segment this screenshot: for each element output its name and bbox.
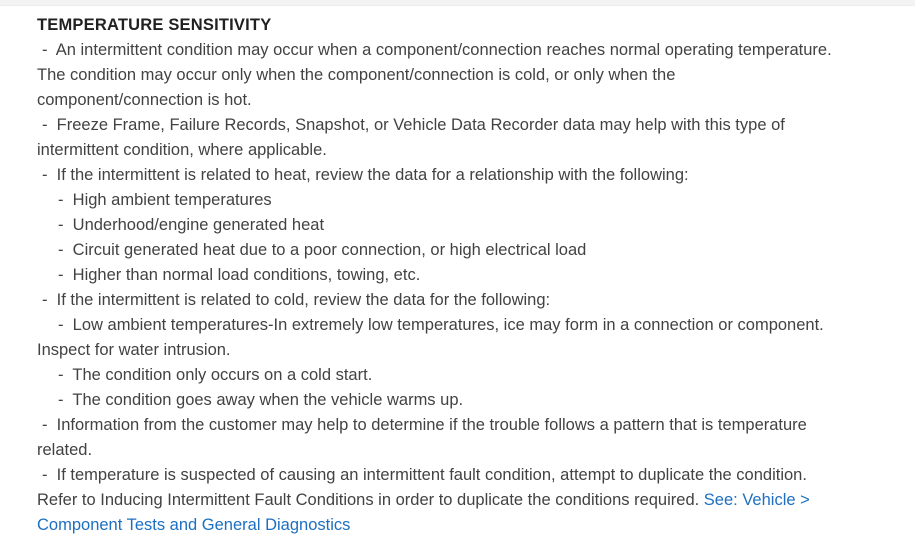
bullet-duplicate-condition-text: - If temperature is suspected of causing an intermittent fault condition, attempt to duplicate the condition. Refer to Inducing Intermittent Fault Conditions in order to duplicate the conditions required. — [37, 466, 812, 509]
component-tests-link[interactable]: See: Vehicle > Component Tests and General Diagnostics — [37, 491, 815, 534]
document-content — [0, 6, 837, 538]
bullet-related-to-heat: - If the intermittent is related to heat, review the data for a relationship with the following: — [42, 166, 689, 184]
bullet-customer-information: - Information from the customer may help to determine if the trouble follows a pattern that is temperature related. — [37, 416, 812, 459]
bullet-intermittent-condition: - An intermittent condition may occur when a component/connection reaches normal operating temperature. The condition may occur only when the component/connection is cold, or only when the component/connection is hot. — [37, 41, 836, 109]
bullet-vehicle-warms-up: - The condition goes away when the vehicle warms up. — [58, 391, 464, 409]
bullet-freeze-frame-data: - Freeze Frame, Failure Records, Snapshot, or Vehicle Data Recorder data may help with this type of intermittent condition, where applicable. — [37, 116, 790, 159]
bullet-low-ambient-temperatures: - Low ambient temperatures-In extremely low temperatures, ice may form in a connection or component. Inspect for water intrusion. — [37, 316, 829, 359]
bullet-cold-start: - The condition only occurs on a cold start. — [58, 366, 373, 384]
bullet-duplicate-condition — [37, 463, 837, 538]
bullet-underhood-engine-heat: - Underhood/engine generated heat — [58, 216, 325, 234]
section-title: TEMPERATURE SENSITIVITY — [37, 16, 272, 34]
bullet-circuit-generated-heat: - Circuit generated heat due to a poor connection, or high electrical load — [58, 241, 587, 259]
bullet-related-to-cold: - If the intermittent is related to cold, review the data for the following: — [42, 291, 551, 309]
bullet-high-ambient-temperatures: - High ambient temperatures — [58, 191, 272, 209]
bullet-higher-load-conditions: - Higher than normal load conditions, towing, etc. — [58, 266, 421, 284]
